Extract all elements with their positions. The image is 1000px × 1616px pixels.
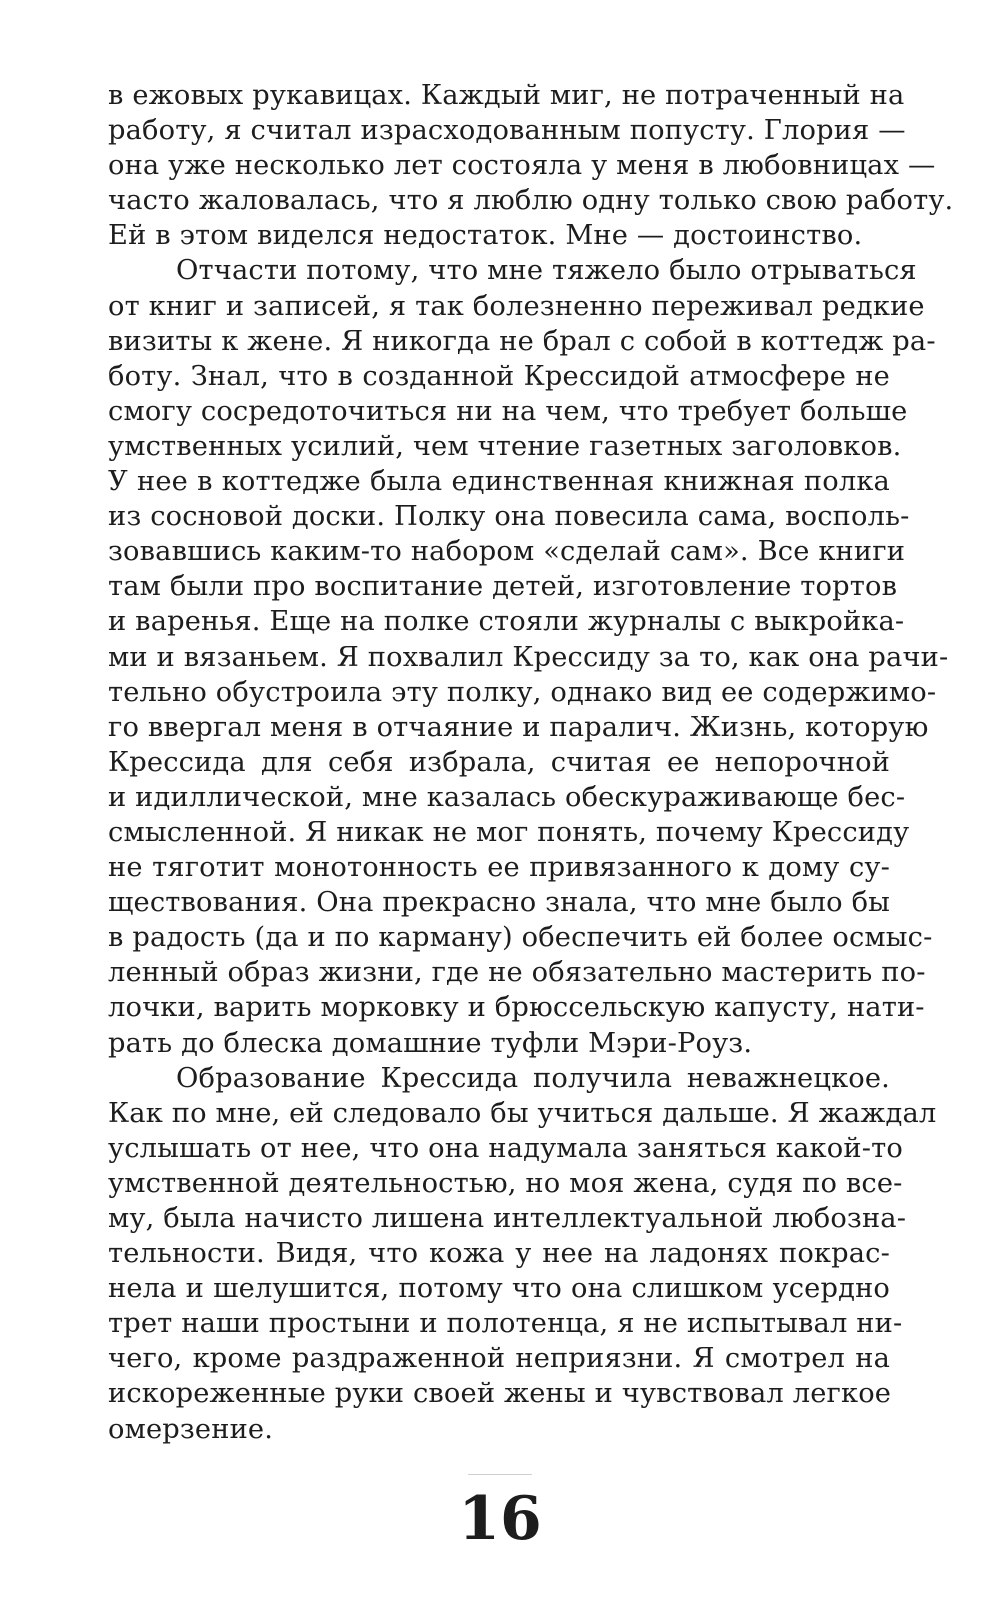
- text-line: У нее в коттедже была единственная книжная полка: [108, 466, 890, 498]
- paragraph-2: [108, 253, 949, 1060]
- text-line: умственных усилий, чем чтение газетных заголовков.: [108, 430, 902, 462]
- text-line: зовавшись каким-то набором «сделай сам». Все книги: [108, 536, 906, 568]
- text-line: рать до блеска домашние туфли Мэри-Роуз.: [108, 1027, 753, 1059]
- text-line: смысленной. Я никак не мог понять, почему Крессиду: [108, 816, 910, 848]
- text-line: умственной деятельностью, но моя жена, судя по все-: [108, 1167, 903, 1199]
- page-number-divider: [468, 1474, 532, 1475]
- text-line: часто жаловалась, что я люблю одну только свою работу.: [108, 185, 954, 217]
- text-line: и идиллической, мне казалась обескураживающе бес-: [108, 781, 906, 813]
- text-line: тельно обустроила эту полку, однако вид ее содержимо-: [108, 676, 937, 708]
- text-line: нела и шелушится, потому что она слишком усердно: [108, 1273, 890, 1305]
- text-line: му, была начисто лишена интеллектуальной любозна-: [108, 1203, 907, 1234]
- text-line: Отчасти потому, что мне тяжело было отрываться: [176, 255, 917, 287]
- text-line: не тяготит монотонность ее привязанного к дому су-: [108, 852, 890, 884]
- text-line: трет наши простыни и полотенца, я не испытывал ни-: [108, 1308, 903, 1340]
- text-line: и варенья. Еще на полке стояли журналы с выкройка-: [108, 606, 905, 638]
- text-line: Ей в этом виделся недостаток. Мне — достоинство.: [108, 220, 863, 252]
- text-line: омерзение.: [108, 1413, 274, 1445]
- text-line: Как по мне, ей следовало бы учиться дальше. Я жаждал: [108, 1097, 937, 1129]
- text-line: Крессида для себя избрала, считая ее непорочной: [108, 746, 890, 778]
- text-line: ми и вязаньем. Я похвалил Крессиду за то, как она рачи-: [108, 641, 949, 673]
- text-line: в радость (да и по карману) обеспечить ей более осмыс-: [108, 922, 933, 954]
- page-text: [108, 78, 954, 1447]
- page-number: 16: [458, 1484, 542, 1554]
- text-line: визиты к жене. Я никогда не брал с собой в коттедж ра-: [108, 325, 936, 357]
- text-line: искореженные руки своей жены и чувствовал легкое: [108, 1378, 892, 1410]
- text-line: она уже несколько лет состояла у меня в любовницах —: [108, 150, 936, 182]
- text-line: ленный образ жизни, где не обязательно мастерить по-: [108, 957, 926, 989]
- text-line: лочки, варить морковку и брюссельскую капусту, нати-: [108, 992, 925, 1024]
- text-line: услышать от нее, что она надумала заняться какой-то: [108, 1132, 903, 1164]
- text-line: тельности. Видя, что кожа у нее на ладонях покрас-: [108, 1238, 890, 1270]
- text-line: смогу сосредоточиться ни на чем, что требует больше: [108, 395, 908, 427]
- text-line: Образование Крессида получила неважнецкое.: [176, 1062, 890, 1094]
- paragraph-3: [108, 1061, 937, 1447]
- text-line: там были про воспитание детей, изготовление тортов: [108, 571, 898, 603]
- paragraph-1: [108, 78, 954, 253]
- text-line: от книг и записей, я так болезненно переживал редкие: [108, 290, 925, 322]
- text-line: в ежовых рукавицах. Каждый миг, не потраченный на: [108, 80, 905, 111]
- text-line: ществования. Она прекрасно знала, что мне было бы: [108, 887, 891, 919]
- text-line: го ввергал меня в отчаяние и паралич. Жизнь, которую: [108, 711, 929, 743]
- text-line: чего, кроме раздраженной неприязни. Я смотрел на: [108, 1343, 890, 1375]
- text-line: боту. Знал, что в созданной Крессидой атмосфере не: [108, 360, 890, 392]
- text-line: работу, я считал израсходованным попусту. Глория —: [108, 115, 906, 147]
- text-line: из сосновой доски. Полку она повесила сама, восполь-: [108, 501, 910, 533]
